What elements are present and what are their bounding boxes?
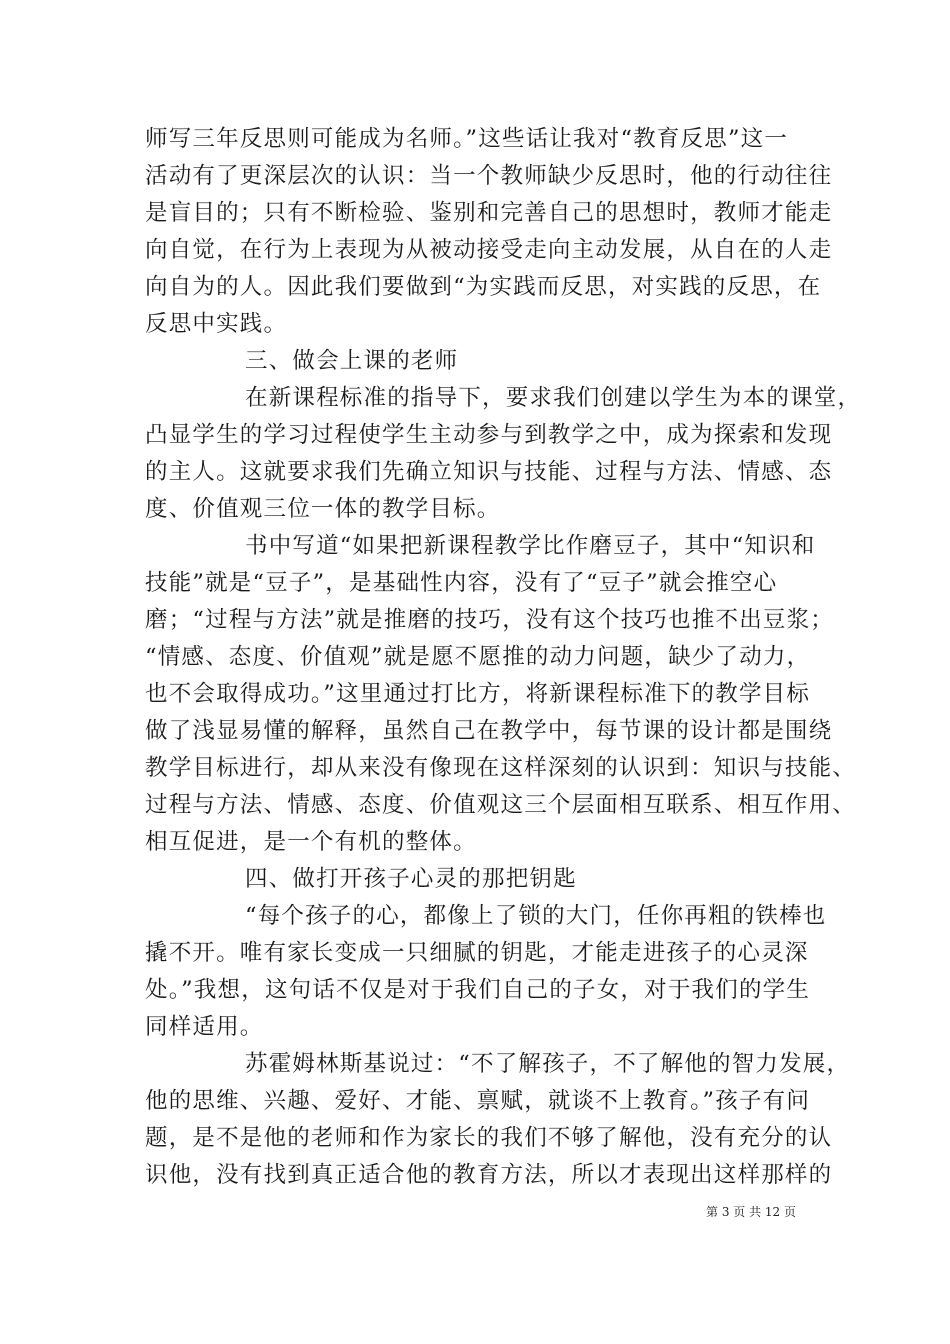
page-number-footer: 第 3 页 共 12 页 (706, 1205, 796, 1219)
body-line-2: 活动有了更深层次的认识：当一个教师缺少反思时，他的行动往往 (145, 163, 833, 189)
body-line-11: 度、价值观三位一体的教学目标。 (145, 496, 501, 522)
body-line-10: 的主人。这就要求我们先确立知识与技能、过程与方法、情感、态 (145, 459, 833, 485)
body-line-15: “情感、态度、价值观”就是愿不愿推的动力问题，缺少了动力， (145, 644, 811, 670)
body-line-29: 识他，没有找到真正适合他的教育方法，所以才表现出这样那样的 (145, 1162, 833, 1188)
body-line-5: 向自为的人。因此我们要做到“为实践而反思，对实践的反思，在 (145, 274, 822, 300)
body-line-8: 在新课程标准的指导下，要求我们创建以学生为本的课堂， (245, 385, 862, 411)
section-heading-4: 四、做打开孩子心灵的那把钥匙 (245, 866, 577, 892)
body-line-6: 反思中实践。 (145, 311, 288, 337)
body-line-1: 师写三年反思则可能成为名师。”这些话让我对“教育反思”这一 (145, 126, 789, 152)
body-line-23: 撬不开。唯有家长变成一只细腻的钥匙，才能走进孩子的心灵深 (145, 940, 809, 966)
body-line-27: 他的思维、兴趣、爱好、才能、禀赋，就谈不上教育。”孩子有问 (145, 1088, 811, 1114)
body-line-22: “每个孩子的心，都像上了锁的大门，任你再粗的铁棒也 (245, 903, 827, 929)
body-line-17: 做了浅显易懂的解释，虽然自己在教学中，每节课的设计都是围绕 (145, 718, 833, 744)
body-line-3: 是盲目的；只有不断检验、鉴别和完善自己的思想时，教师才能走 (145, 200, 833, 226)
body-line-4: 向自觉，在行为上表现为从被动接受走向主动发展，从自在的人走 (145, 237, 833, 263)
body-line-28: 题，是不是他的老师和作为家长的我们不够了解他，没有充分的认 (145, 1125, 833, 1151)
body-line-20: 相互促进，是一个有机的整体。 (145, 829, 477, 855)
body-line-24: 处。”我想，这句话不仅是对于我们自己的子女，对于我们的学生 (145, 977, 811, 1003)
body-line-19: 过程与方法、情感、态度、价值观这三个层面相互联系、相互作用、 (145, 792, 857, 818)
body-line-14: 磨；“过程与方法”就是推磨的技巧，没有这个技巧也推不出豆浆； (145, 607, 835, 633)
section-heading-3: 三、做会上课的老师 (245, 348, 459, 374)
body-line-9: 凸显学生的学习过程使学生主动参与到教学之中，成为探索和发现 (145, 422, 833, 448)
body-line-25: 同样适用。 (145, 1014, 264, 1040)
body-line-13: 技能”就是“豆子”，是基础性内容，没有了“豆子”就会推空心 (145, 570, 778, 596)
body-line-26: 苏霍姆林斯基说过：“不了解孩子，不了解他的智力发展， (245, 1051, 851, 1077)
body-line-18: 教学目标进行，却从来没有像现在这样深刻的认识到：知识与技能、 (145, 755, 857, 781)
body-line-16: 也不会取得成功。”这里通过打比方，将新课程标准下的教学目标 (145, 681, 811, 707)
body-line-12: 书中写道“如果把新课程教学比作磨豆子，其中“知识和 (245, 533, 816, 559)
